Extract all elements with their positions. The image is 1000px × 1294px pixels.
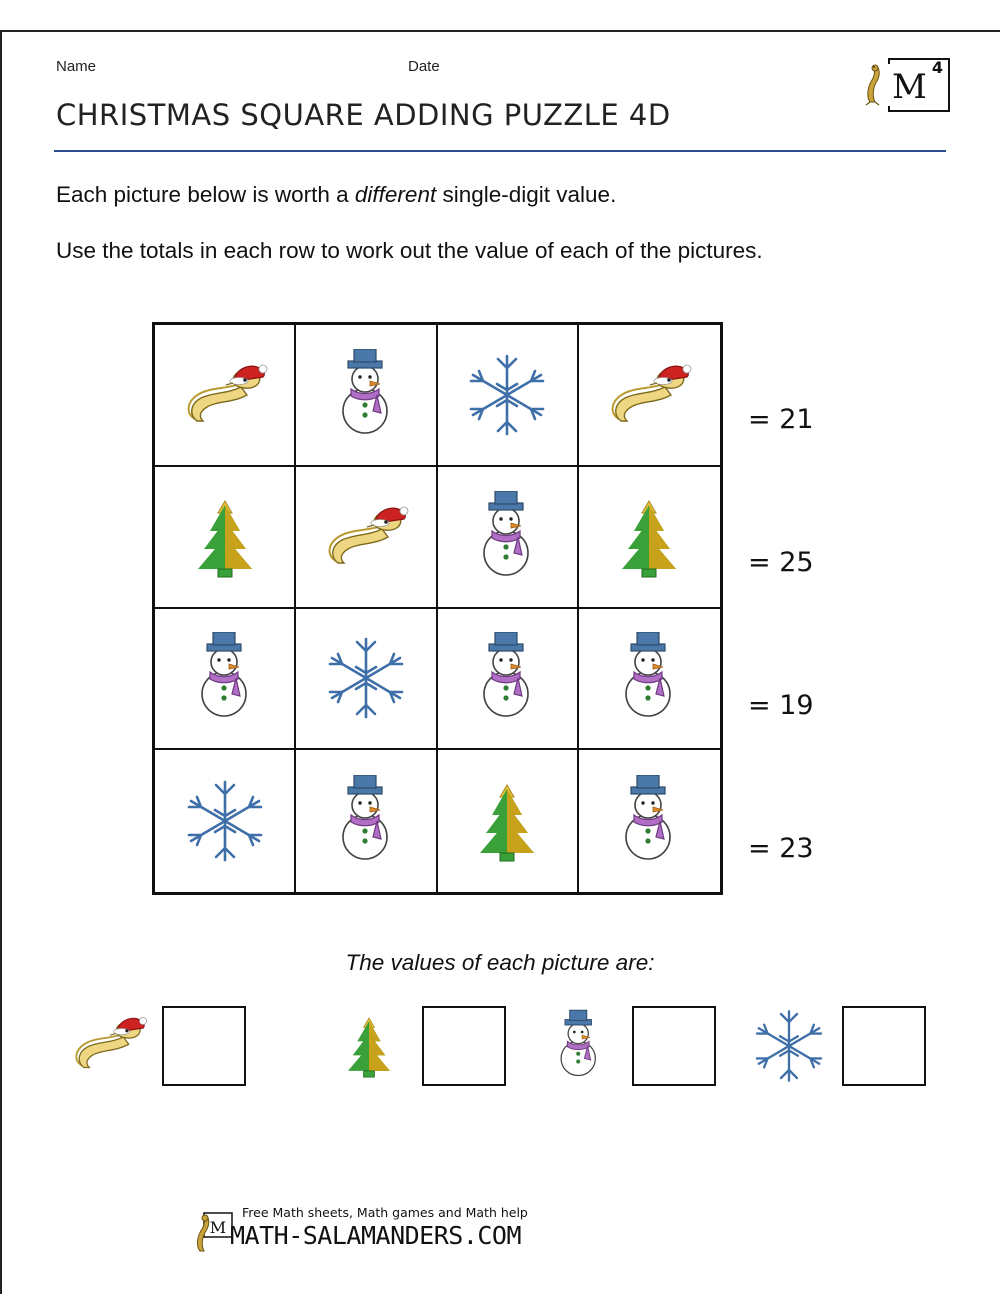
worm-icon: [66, 998, 152, 1094]
logo-m-letter: M: [892, 67, 927, 107]
page-frame-top: [0, 30, 1000, 32]
salamander-icon: [862, 62, 892, 108]
answer-item-tree: [326, 998, 526, 1094]
grid-cell-r2c4: [579, 467, 720, 609]
grid-cell-r1c2: [296, 325, 437, 467]
footer-inner: [190, 1205, 810, 1263]
row-total-2: = 25: [748, 547, 814, 578]
date-label: Date: [408, 58, 440, 75]
grid-cell-r1c4: [579, 325, 720, 467]
grid-cell-r2c1: [155, 467, 296, 609]
row-total-4: = 23: [748, 833, 814, 864]
footer-salamander-icon: [190, 1211, 234, 1255]
answer-item-worm: [66, 998, 266, 1094]
row-total-1: = 21: [748, 404, 814, 435]
footer-site-url[interactable]: MATH-SALAMANDERS.COM: [230, 1221, 522, 1250]
grade-level-label: 4: [931, 58, 943, 77]
instruction-1-text-a: Each picture below is worth a: [56, 182, 355, 207]
answer-box-snowman[interactable]: [632, 1006, 716, 1086]
grid-cell-r1c1: [155, 325, 296, 467]
grid-cell-r4c3: [438, 750, 579, 892]
footer-tagline: Free Math sheets, Math games and Math help: [242, 1205, 528, 1220]
page-title: CHRISTMAS SQUARE ADDING PUZZLE 4D: [56, 98, 671, 132]
row-totals: [742, 322, 882, 895]
svg-text:M: M: [209, 1218, 227, 1237]
header-fields: [56, 58, 856, 80]
page-frame-left: [0, 30, 2, 1294]
answers-row: [56, 998, 944, 1098]
instruction-line-2: Use the totals in each row to work out the value of each of the pictures.: [56, 238, 763, 263]
answer-item-snowflake: [746, 998, 946, 1094]
math-salamanders-logo: [862, 58, 946, 112]
grid-cell-r4c2: [296, 750, 437, 892]
grid-cell-r2c2: [296, 467, 437, 609]
grid-cell-r4c1: [155, 750, 296, 892]
instruction-1-emphasis: different: [354, 182, 437, 207]
row-total-3: = 19: [748, 690, 814, 721]
answer-box-worm[interactable]: [162, 1006, 246, 1086]
name-label: Name: [56, 58, 97, 75]
title-divider: [54, 150, 946, 152]
grid-cell-r2c3: [438, 467, 579, 609]
grid-cell-r3c2: [296, 609, 437, 751]
snowman-icon: [536, 998, 622, 1094]
instruction-1-text-b: single-digit value.: [436, 182, 617, 207]
grid-cell-r3c4: [579, 609, 720, 751]
grid-cell-r3c3: [438, 609, 579, 751]
snowflake-icon: [746, 998, 832, 1094]
tree-icon: [326, 998, 412, 1094]
footer: [0, 1205, 1000, 1268]
instruction-line-1: [56, 182, 616, 208]
answer-item-snowman: [536, 998, 736, 1094]
grid-cell-r4c4: [579, 750, 720, 892]
answer-box-tree[interactable]: [422, 1006, 506, 1086]
grid-cell-r3c1: [155, 609, 296, 751]
grid-cell-r1c3: [438, 325, 579, 467]
puzzle-grid: [152, 322, 723, 895]
answer-box-snowflake[interactable]: [842, 1006, 926, 1086]
answers-caption: The values of each picture are:: [345, 950, 655, 975]
